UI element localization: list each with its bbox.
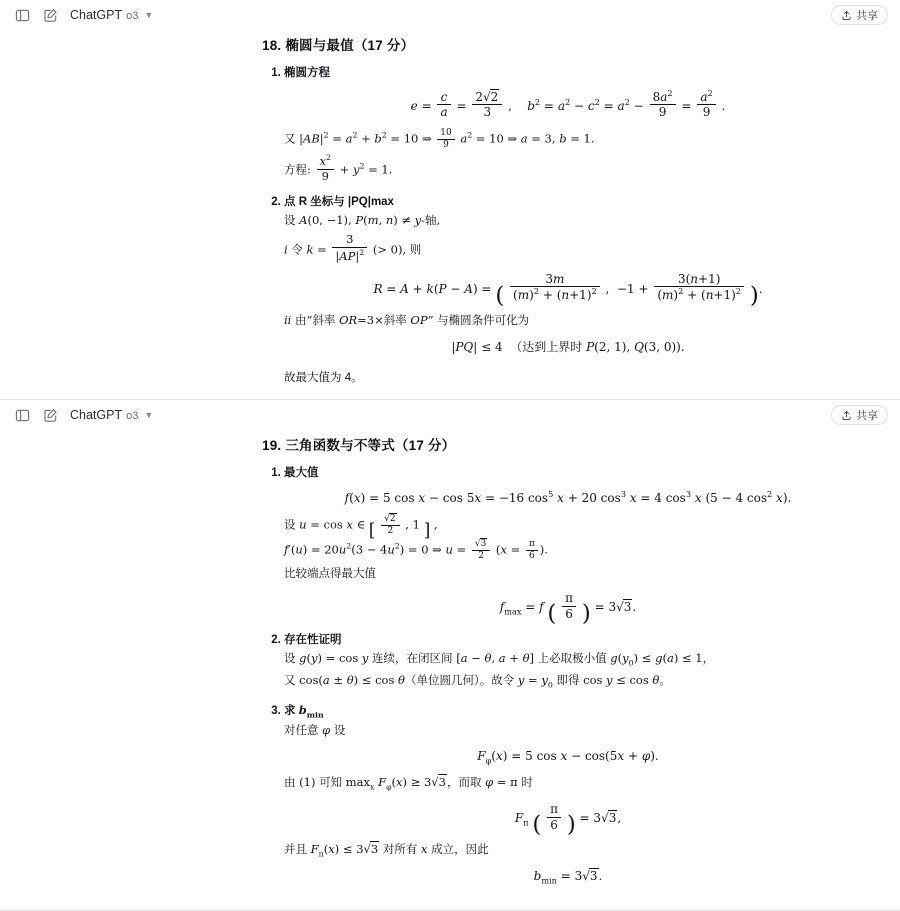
- step-line: $f'(u) = 20u^2(3 - 4u^2) = 0$ ⇒ u = $\frac{√3}{2}$ (x = $\frac{\pi}{6}$ ).: [284, 539, 548, 562]
- math-fx-expansion: f(x) = 5 cos x − cos 5x = −16 $\cos^5 x + 20$ $\cos^3 x = 4$ $\cos^3 x$ (5 − 4 $\cos^2 x$).: [344, 489, 792, 506]
- list-item: [284, 193, 852, 355]
- block-18-content: [262, 34, 852, 399]
- model-name-text: ChatGPT: [70, 408, 123, 423]
- step-line: 比较端点得最大值: [284, 565, 376, 580]
- pencil-square-icon[interactable]: [40, 5, 60, 25]
- step-title: 最大值: [284, 467, 319, 480]
- answer-block-18: [0, 0, 900, 399]
- share-button[interactable]: [831, 5, 888, 25]
- bottom-divider: [0, 910, 900, 911]
- model-name-text: ChatGPT: [70, 8, 123, 22]
- step-line: 设 A(0, −1), P(m, n) ≠ y-轴,: [284, 213, 441, 228]
- list-item: [284, 702, 852, 886]
- step-title: 椭圆方程: [284, 67, 330, 79]
- step-line: i 令 k = $\frac{3}{|AP|^2}$ (> 0), 则: [284, 232, 422, 263]
- step-line: 设 g(y) = cos y 连续，在闭区间 [a − θ, a + θ] 上必取极小值 $g(y_0) \le g(a) \le 1$，: [284, 650, 715, 668]
- math-point-r: R = A + k(P − A) = ( $\frac{3m}{(m)^2 + (n+1)^2}$ , −1 + $\frac{3(n+1)}{(m)^2 + (n+1)^2}$ ).: [373, 272, 763, 309]
- share-upload-icon: [841, 10, 852, 21]
- model-label[interactable]: [70, 8, 153, 22]
- steps-list-18: [262, 64, 852, 355]
- share-button-label: 共享: [856, 410, 878, 423]
- section-title-18: 18. 椭圆与最值（17 分）: [262, 38, 415, 53]
- panel-toggle-icon[interactable]: [12, 405, 32, 425]
- step-line: 设 u = cos x ∈ [ $\frac{√2}{2}$ , 1 ] ,: [284, 514, 438, 542]
- model-variant-text: o3: [126, 410, 139, 423]
- step-line: 对任意 φ 设: [284, 722, 346, 737]
- step-line: 并且 $F_\pi(x) \le 3√3$ 对所有 x 成立，因此: [284, 841, 489, 859]
- chevron-down-icon[interactable]: ▼: [144, 410, 154, 421]
- step-line: 由 (1) 可知 $\max_x F_\varphi(x) \ge 3√3$，而取 φ = π 时: [284, 775, 533, 792]
- math-bmin: $b_{min} = 3√3$.: [533, 869, 603, 886]
- model-label[interactable]: [70, 408, 153, 422]
- share-upload-icon: [841, 410, 852, 421]
- math-f-pi-value: $F_\pi$ ( $\frac{\pi}{6}$ ) = 3√3,: [514, 802, 622, 838]
- list-item: [284, 631, 852, 692]
- answer-block-19: [0, 399, 900, 910]
- list-item: [284, 464, 852, 627]
- share-button[interactable]: [831, 405, 888, 425]
- math-f-phi: $F_\varphi(x) = 5$ cos x − cos(5x + φ).: [477, 748, 659, 766]
- math-fmax: $f_{max} = f$ ( $\frac{\pi}{6}$ ) = 3√3.: [499, 591, 637, 627]
- pencil-square-icon[interactable]: [40, 405, 60, 425]
- step-line: 又 $|AB|^2 = a^2 + b^2 = 10$ ⇒ $\frac{10}{9}$ $a^2 = 10$ ⇒ a = 3, b = 1.: [284, 128, 595, 150]
- step-title: 求 $b_{min}$: [284, 702, 324, 719]
- step-title: 存在性证明: [284, 633, 342, 646]
- conclusion-18: 故最大值为 4。: [284, 372, 363, 385]
- math-ellipse-eccentricity: e = $\frac{c}{a}$ = $\frac{2√2}{3}$ , $b^2 = a^2 - c^2 = a^2$ − $\frac{8a^2}{9}$ = $\frac{a^2}{9}$ .: [410, 88, 726, 120]
- step-title: 点 R 坐标与 |PQ|max: [284, 196, 394, 209]
- step-line: 方程: $\frac{x^2}{9}$ + $y^2 = 1$.: [284, 153, 393, 183]
- share-button-label: 共享: [856, 10, 878, 22]
- panel-toggle-icon[interactable]: [12, 5, 32, 25]
- section-title-19: 19. 三角函数与不等式（17 分）: [262, 438, 456, 454]
- step-line: 又 cos(a ± θ) ≤ cos θ（单位圆几何）。故令 $y = y_0$ 即得 cos y ≤ cos θ。: [284, 673, 671, 690]
- math-pq-bound: |PQ| ≤ 4 （达到上界时 P(2, 1), Q(3, 0)).: [451, 340, 685, 355]
- block-18-header: [0, 0, 900, 30]
- list-item: [284, 64, 852, 183]
- block-19-content: [262, 434, 852, 909]
- chevron-down-icon[interactable]: ▼: [144, 10, 154, 20]
- block-19-header: [0, 400, 900, 430]
- model-variant-text: o3: [126, 10, 139, 22]
- steps-list-19: [262, 464, 852, 885]
- step-line: ii 由“斜率 OR=3×斜率 OP” 与椭圆条件可化为: [284, 312, 530, 327]
